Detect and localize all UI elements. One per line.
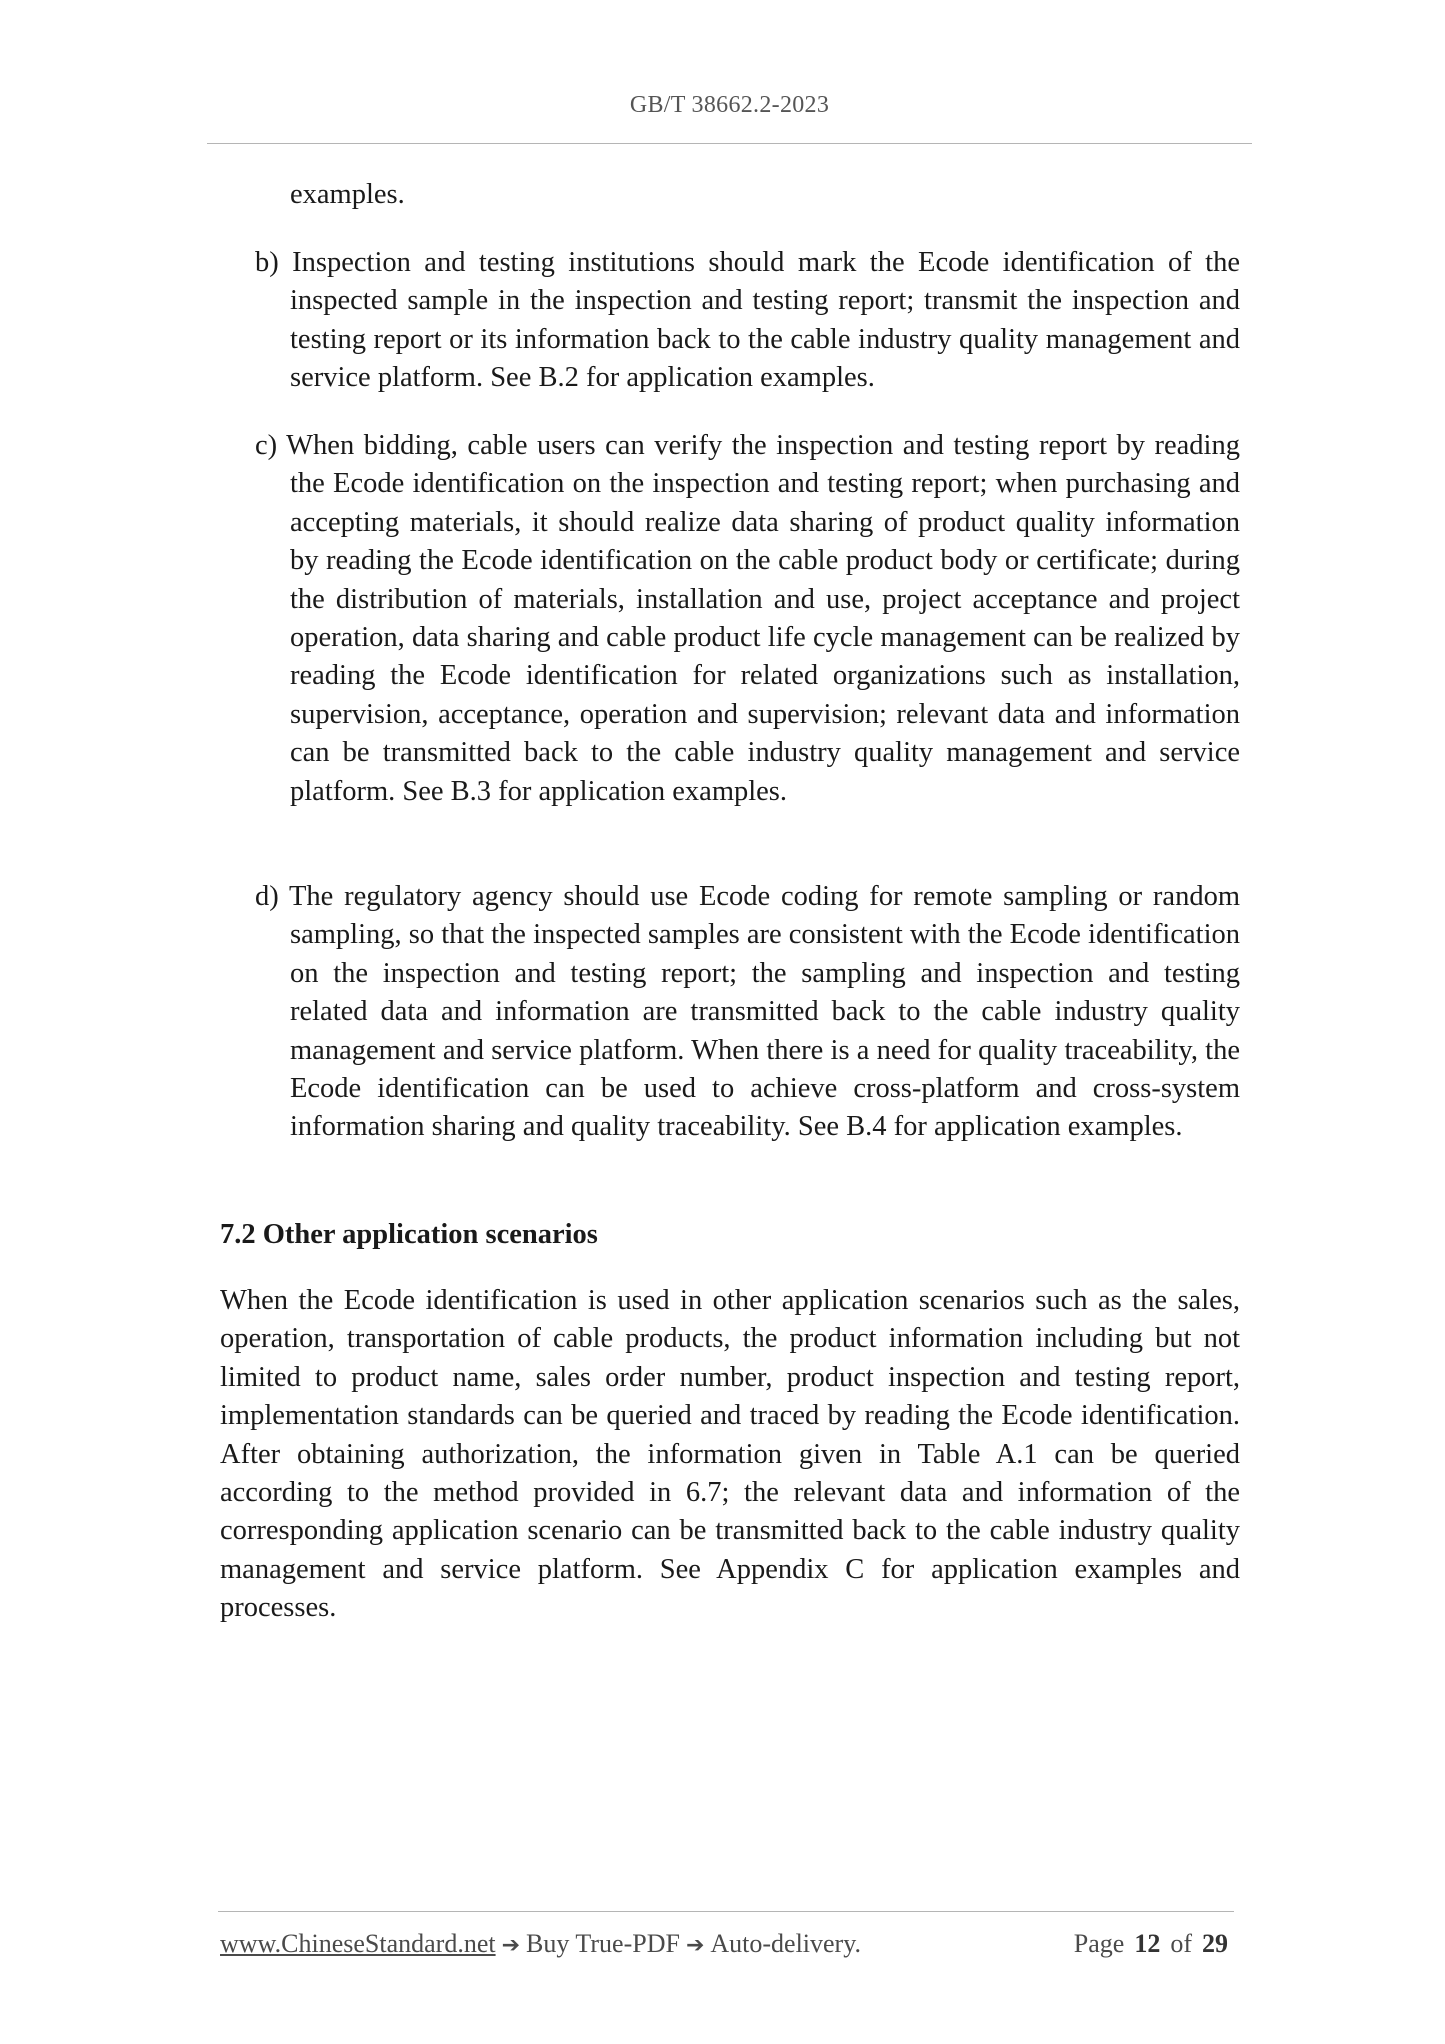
section-body: When the Ecode identification is used in other application scenarios such as the sales, operation, transportation of cable products, the product information including but not limited to product name, sales order number, product inspection and testing report, implementation standards can be queried and traced by reading the Ecode identification. After obtaining authorization, the information given in Table A.1 can be queried according to the method provided in 6.7; the relevant data and information of the corresponding application scenario can be transmitted back to the cable industry quality management and service platform. See Appendix C for application examples and processes. <box>220 1285 1240 1624</box>
list-item-c <box>255 427 1240 811</box>
list-text-c: When bidding, cable users can verify the inspection and testing report by reading the Ecode identification on the inspection and testing report; when purchasing and accepting materials, it should realize data sharing of product quality information by reading the Ecode identification on the cable product body or certificate; during the distribution of materials, installation and use, project acceptance and project operation, data sharing and cable product life cycle management can be realized by reading the Ecode identification for related organizations such as installation, supervision, acceptance, operation and supervision; relevant data and information can be transmitted back to the cable industry quality management and service platform. See B.3 for application examples. <box>286 430 1240 807</box>
footer-divider <box>218 1911 1234 1912</box>
continuation-text: examples. <box>290 179 405 210</box>
list-marker-b: b) <box>255 247 279 278</box>
footer-promo <box>220 1929 861 1959</box>
delivery-text: Auto-delivery. <box>710 1929 862 1958</box>
right-arrow-icon: ➔ <box>685 1933 705 1958</box>
list-text-d: The regulatory agency should use Ecode coding for remote sampling or random sampling, so that the inspected samples are consistent with the Ecode identification on the inspection and testing report; the sampling and inspection and testing related data and information are transmitted back to the cable industry quality management and service platform. When there is a need for quality traceability, the Ecode identification can be used to achieve cross-platform and cross-system information sharing and quality traceability. See B.4 for application examples. <box>289 881 1240 1143</box>
list-item-b <box>255 244 1240 398</box>
right-arrow-icon: ➔ <box>501 1933 521 1958</box>
list-marker-c: c) <box>255 430 278 461</box>
page-number <box>1074 1929 1228 1959</box>
page-footer <box>220 1929 1234 1963</box>
section-heading: 7.2 Other application scenarios <box>220 1219 598 1250</box>
document-header: GB/T 38662.2-2023 <box>629 92 830 118</box>
page-of: of <box>1170 1929 1192 1958</box>
list-marker-d: d) <box>255 881 279 912</box>
site-link[interactable]: www.ChineseStandard.net <box>220 1929 496 1958</box>
list-text-b: Inspection and testing institutions should mark the Ecode identification of the inspected sample in the inspection and testing report; transmit the inspection and testing report or its information back to the cable industry quality management and service platform. See B.2 for application examples. <box>290 247 1241 394</box>
buy-text: Buy True-PDF <box>526 1929 680 1958</box>
page-total: 29 <box>1202 1929 1228 1958</box>
page-current: 12 <box>1134 1929 1161 1958</box>
page-label: Page <box>1073 1929 1125 1958</box>
list-item-d <box>255 878 1240 1147</box>
header-divider <box>207 143 1252 144</box>
